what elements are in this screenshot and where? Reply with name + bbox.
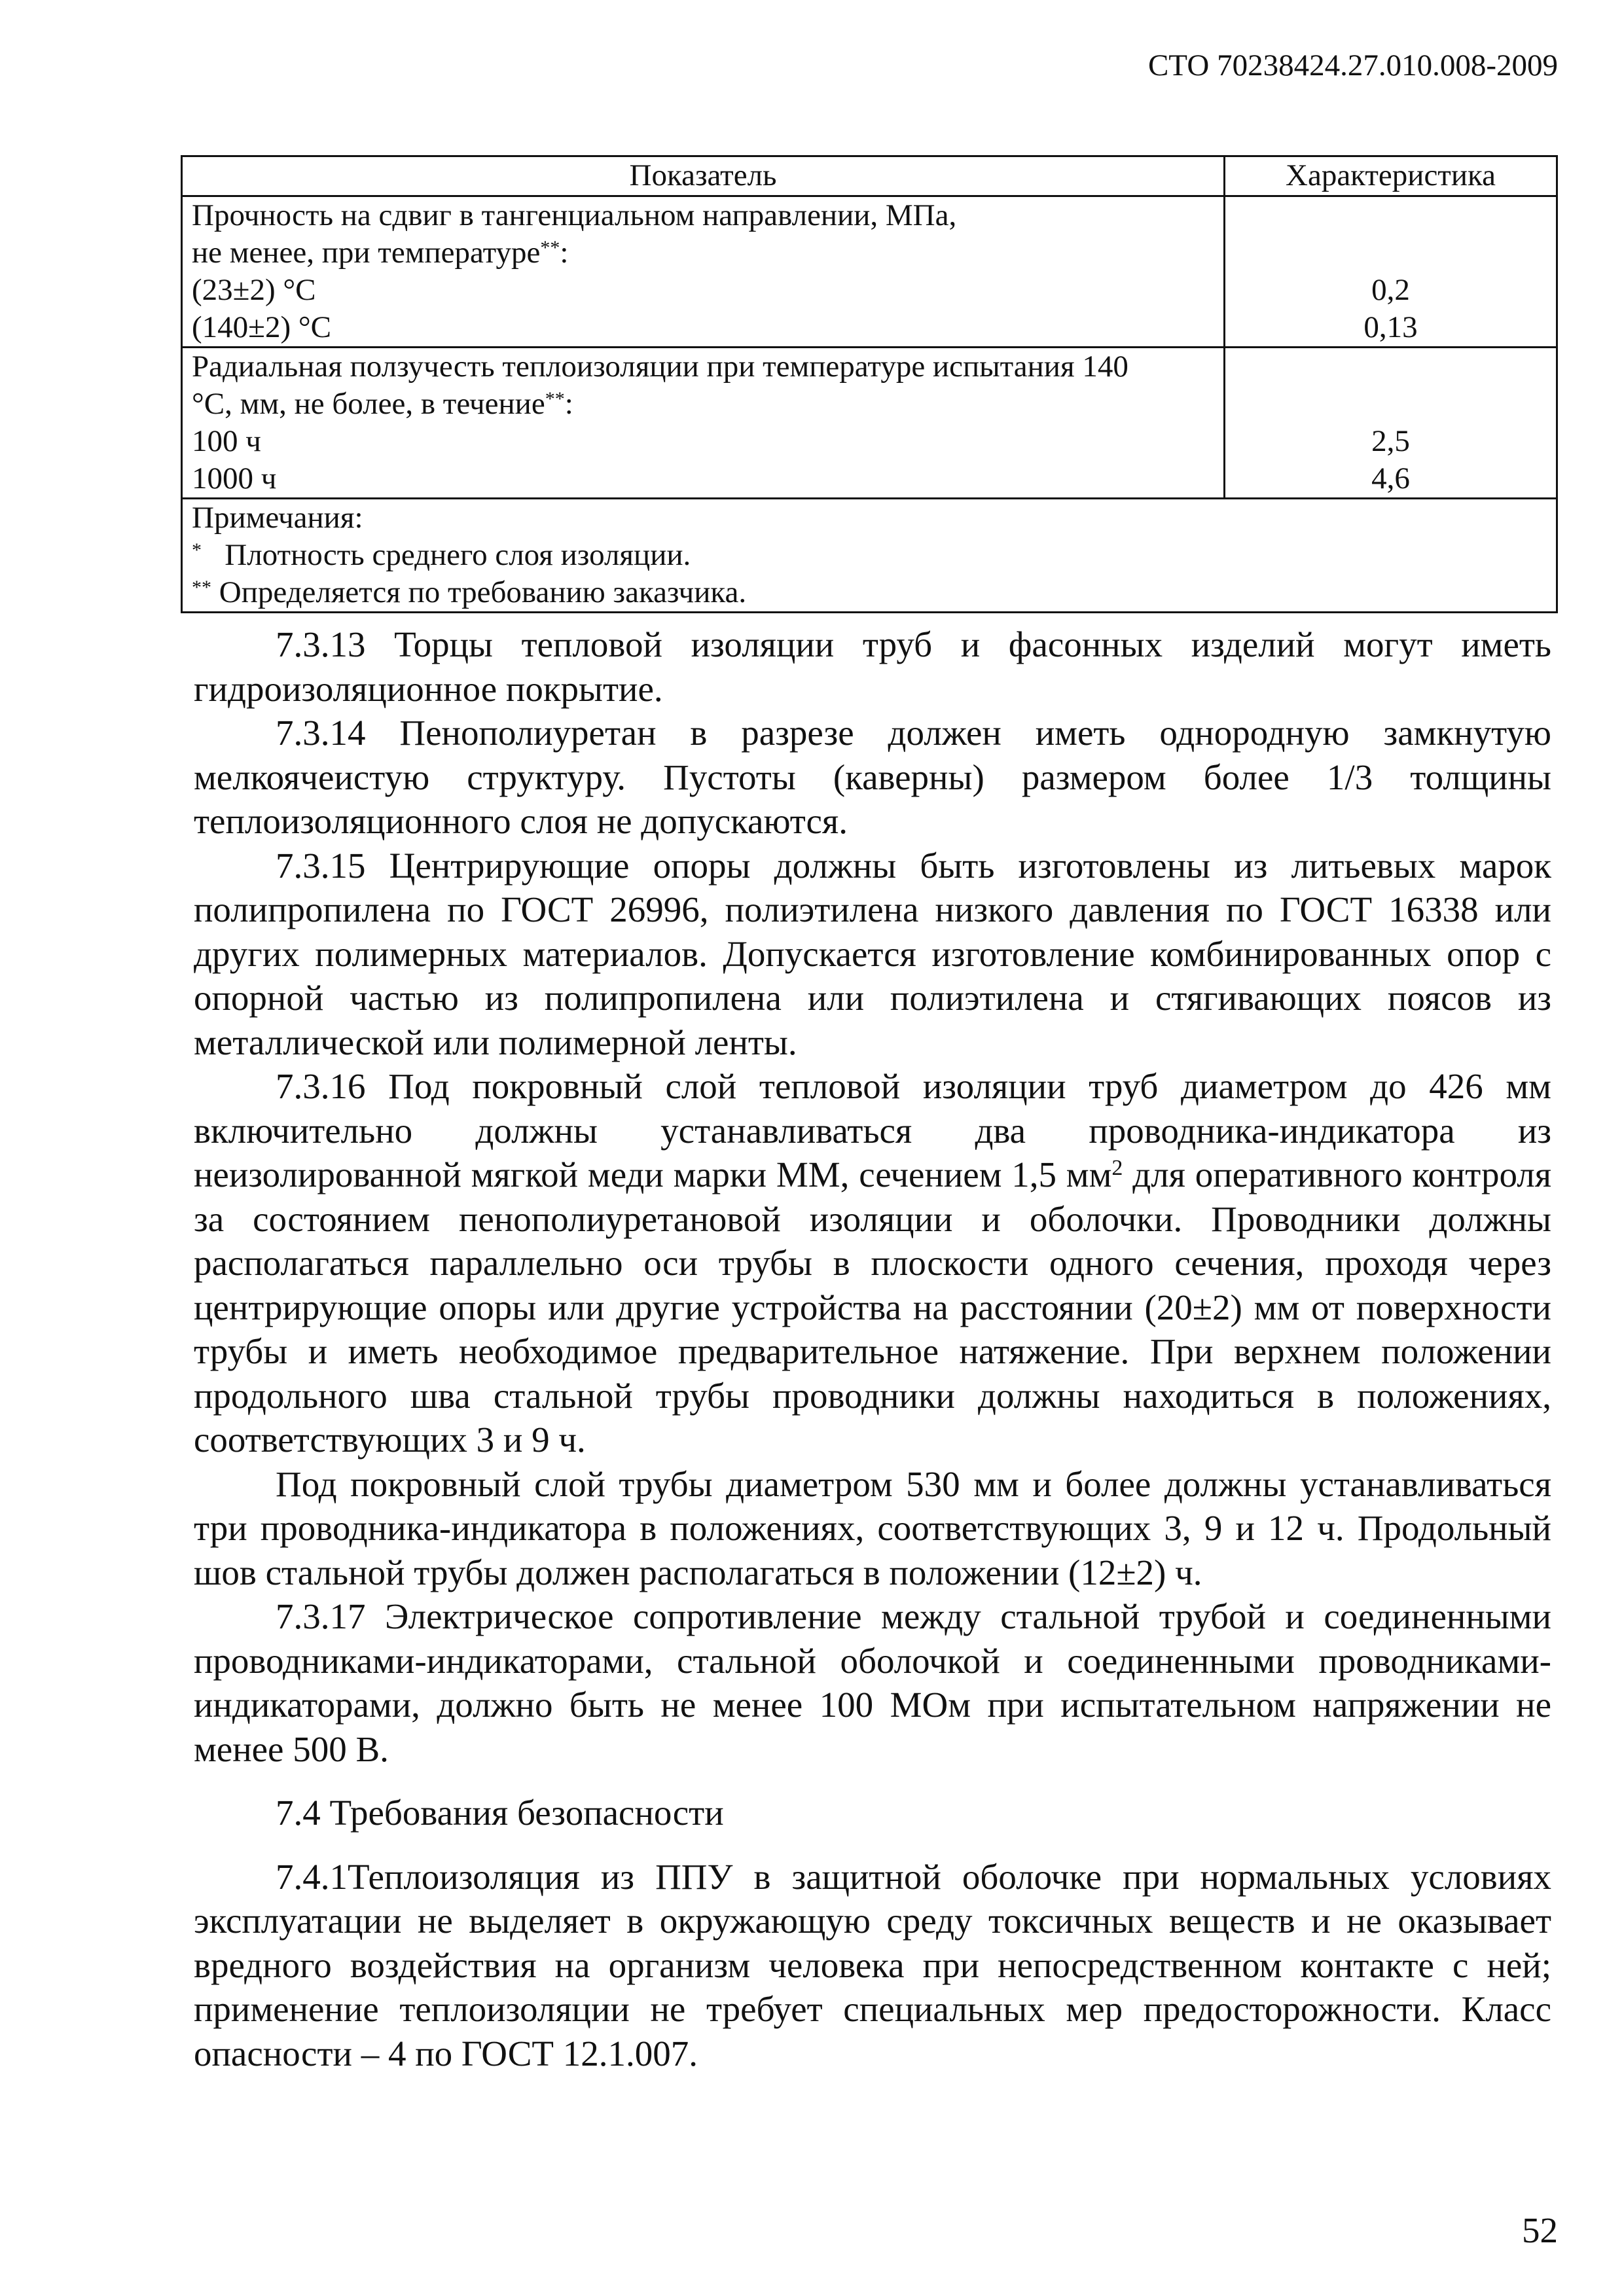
- param-line: 100 ч: [192, 424, 261, 458]
- paragraph-text: для оперативного контроля за состоянием пенополиуретановой изоляции и оболочки. Проводники должны располагаться параллельно оси трубы в плоскости одного сечения, проходя через центрирующие опоры или другие устройства на расстоянии (20±2) мм от поверхности трубы и иметь необходимое предварительное натяжение. При верхнем положении продольного шва стальной трубы проводники должны находиться в положениях, соответствующих 3 и 9 ч.: [194, 1155, 1551, 1460]
- char-line: [1235, 348, 1547, 386]
- param-line: (23±2) °С: [192, 273, 316, 307]
- param-line-text: °С, мм, не более, в течение: [192, 387, 545, 421]
- param-line: [192, 386, 1214, 423]
- param-cell: [182, 348, 1225, 499]
- param-line: 1000 ч: [192, 461, 277, 495]
- char-line: 0,13: [1363, 310, 1418, 344]
- notes-cell: [182, 499, 1557, 613]
- paragraph-7-4-1: 7.4.1Теплоизоляция из ППУ в защитной оболочке при нормальных условиях эксплуатации не выделяет в окружающую среду токсичных веществ и не оказывает вредного воздействия на организм человека при непосредственном контакте с ней; применение теплоизоляции не требует специальных мер предосторожности. Класс опасности – 4 по ГОСТ 12.1.007.: [194, 1856, 1551, 2073]
- param-line: Прочность на сдвиг в тангенциальном направлении, МПа,: [192, 198, 957, 232]
- paragraph-530: Под покровный слой трубы диаметром 530 мм и более должны устанавливаться три проводника-индикатора в положениях, соответствующих 3, 9 и 12 ч. Продольный шов стальной трубы должен располагаться в положении (12±2) ч.: [194, 1463, 1551, 1592]
- param-line: [192, 234, 1214, 272]
- note-item: [192, 537, 1547, 574]
- section-title-7-4: 7.4 Требования безопасности: [276, 1793, 724, 1833]
- char-line: 2,5: [1371, 424, 1410, 458]
- param-line-text: не менее, при температуре: [192, 236, 541, 270]
- column-header-char: Характеристика: [1225, 156, 1557, 196]
- paragraph-7-3-15: 7.3.15 Центрирующие опоры должны быть изготовлены из литьевых марок полипропилена по ГОСТ 26996, полиэтилена низкого давления по ГОСТ 16338 или других полимерных материалов. Допускается изготовление комбинированных опор с опорной частью из полипропилена или полиэтилена и стягивающих поясов из металлической или полимерной ленты.: [194, 845, 1551, 1062]
- paragraph-7-3-14: 7.3.14 Пенополиуретан в разрезе должен иметь однородную замкнутую мелкоячеистую структуру. Пустоты (каверны) размером более 1/3 толщины теплоизоляционного слоя не допускаются.: [194, 713, 1551, 841]
- param-line-colon: :: [564, 387, 573, 421]
- char-line: [1235, 386, 1547, 423]
- spec-table: [181, 155, 1558, 613]
- char-cell: [1225, 348, 1557, 499]
- param-cell: [182, 196, 1225, 348]
- footnote-mark: **: [540, 237, 560, 259]
- page-number: 52: [1522, 2210, 1558, 2250]
- paragraph-7-3-13: 7.3.13 Торцы тепловой изоляции труб и фасонных изделий могут иметь гидроизоляционное покрытие.: [194, 624, 1551, 709]
- char-cell: [1225, 196, 1557, 348]
- paragraph-7-3-17: 7.3.17 Электрическое сопротивление между стальной трубой и соединенными проводниками-индикаторами, стальной оболочкой и соединенными проводниками-индикаторами, должно быть не менее 100 МОм при испытательном напряжении не менее 500 В.: [194, 1596, 1551, 1769]
- param-line: Радиальная ползучесть теплоизоляции при температуре испытания 140: [192, 350, 1128, 384]
- table-header-row: [182, 156, 1557, 196]
- footnote-mark: **: [545, 388, 565, 410]
- char-line: 0,2: [1371, 273, 1410, 307]
- paragraph-7-3-16: [194, 1064, 1551, 1462]
- table-notes-row: [182, 499, 1557, 613]
- footnote-mark: **: [192, 577, 211, 598]
- param-line-colon: :: [560, 236, 569, 270]
- footnote-mark: *: [192, 539, 202, 561]
- paragraph-text: 7.3.16 Под покровный слой тепловой изоляции труб диаметром до 426 мм включительно должны устанавливаться два проводника-индикатора из неизолированной мягкой меди марки ММ, сечением 1,5 мм: [194, 1066, 1551, 1194]
- body-text: [194, 622, 1551, 2075]
- note-text: Плотность среднего слоя изоляции.: [225, 538, 691, 572]
- param-line: (140±2) °С: [192, 310, 331, 344]
- table-row: [182, 348, 1557, 499]
- notes-title: Примечания:: [192, 501, 363, 535]
- column-header-param: Показатель: [182, 156, 1225, 196]
- superscript: 2: [1111, 1156, 1123, 1180]
- note-item: [192, 574, 1547, 611]
- note-text: Определяется по требованию заказчика.: [219, 575, 747, 609]
- table-row: [182, 196, 1557, 348]
- char-line: [1235, 197, 1547, 234]
- char-line: [1235, 234, 1547, 272]
- document-code: СТО 70238424.27.010.008-2009: [1147, 48, 1558, 82]
- char-line: 4,6: [1371, 461, 1410, 495]
